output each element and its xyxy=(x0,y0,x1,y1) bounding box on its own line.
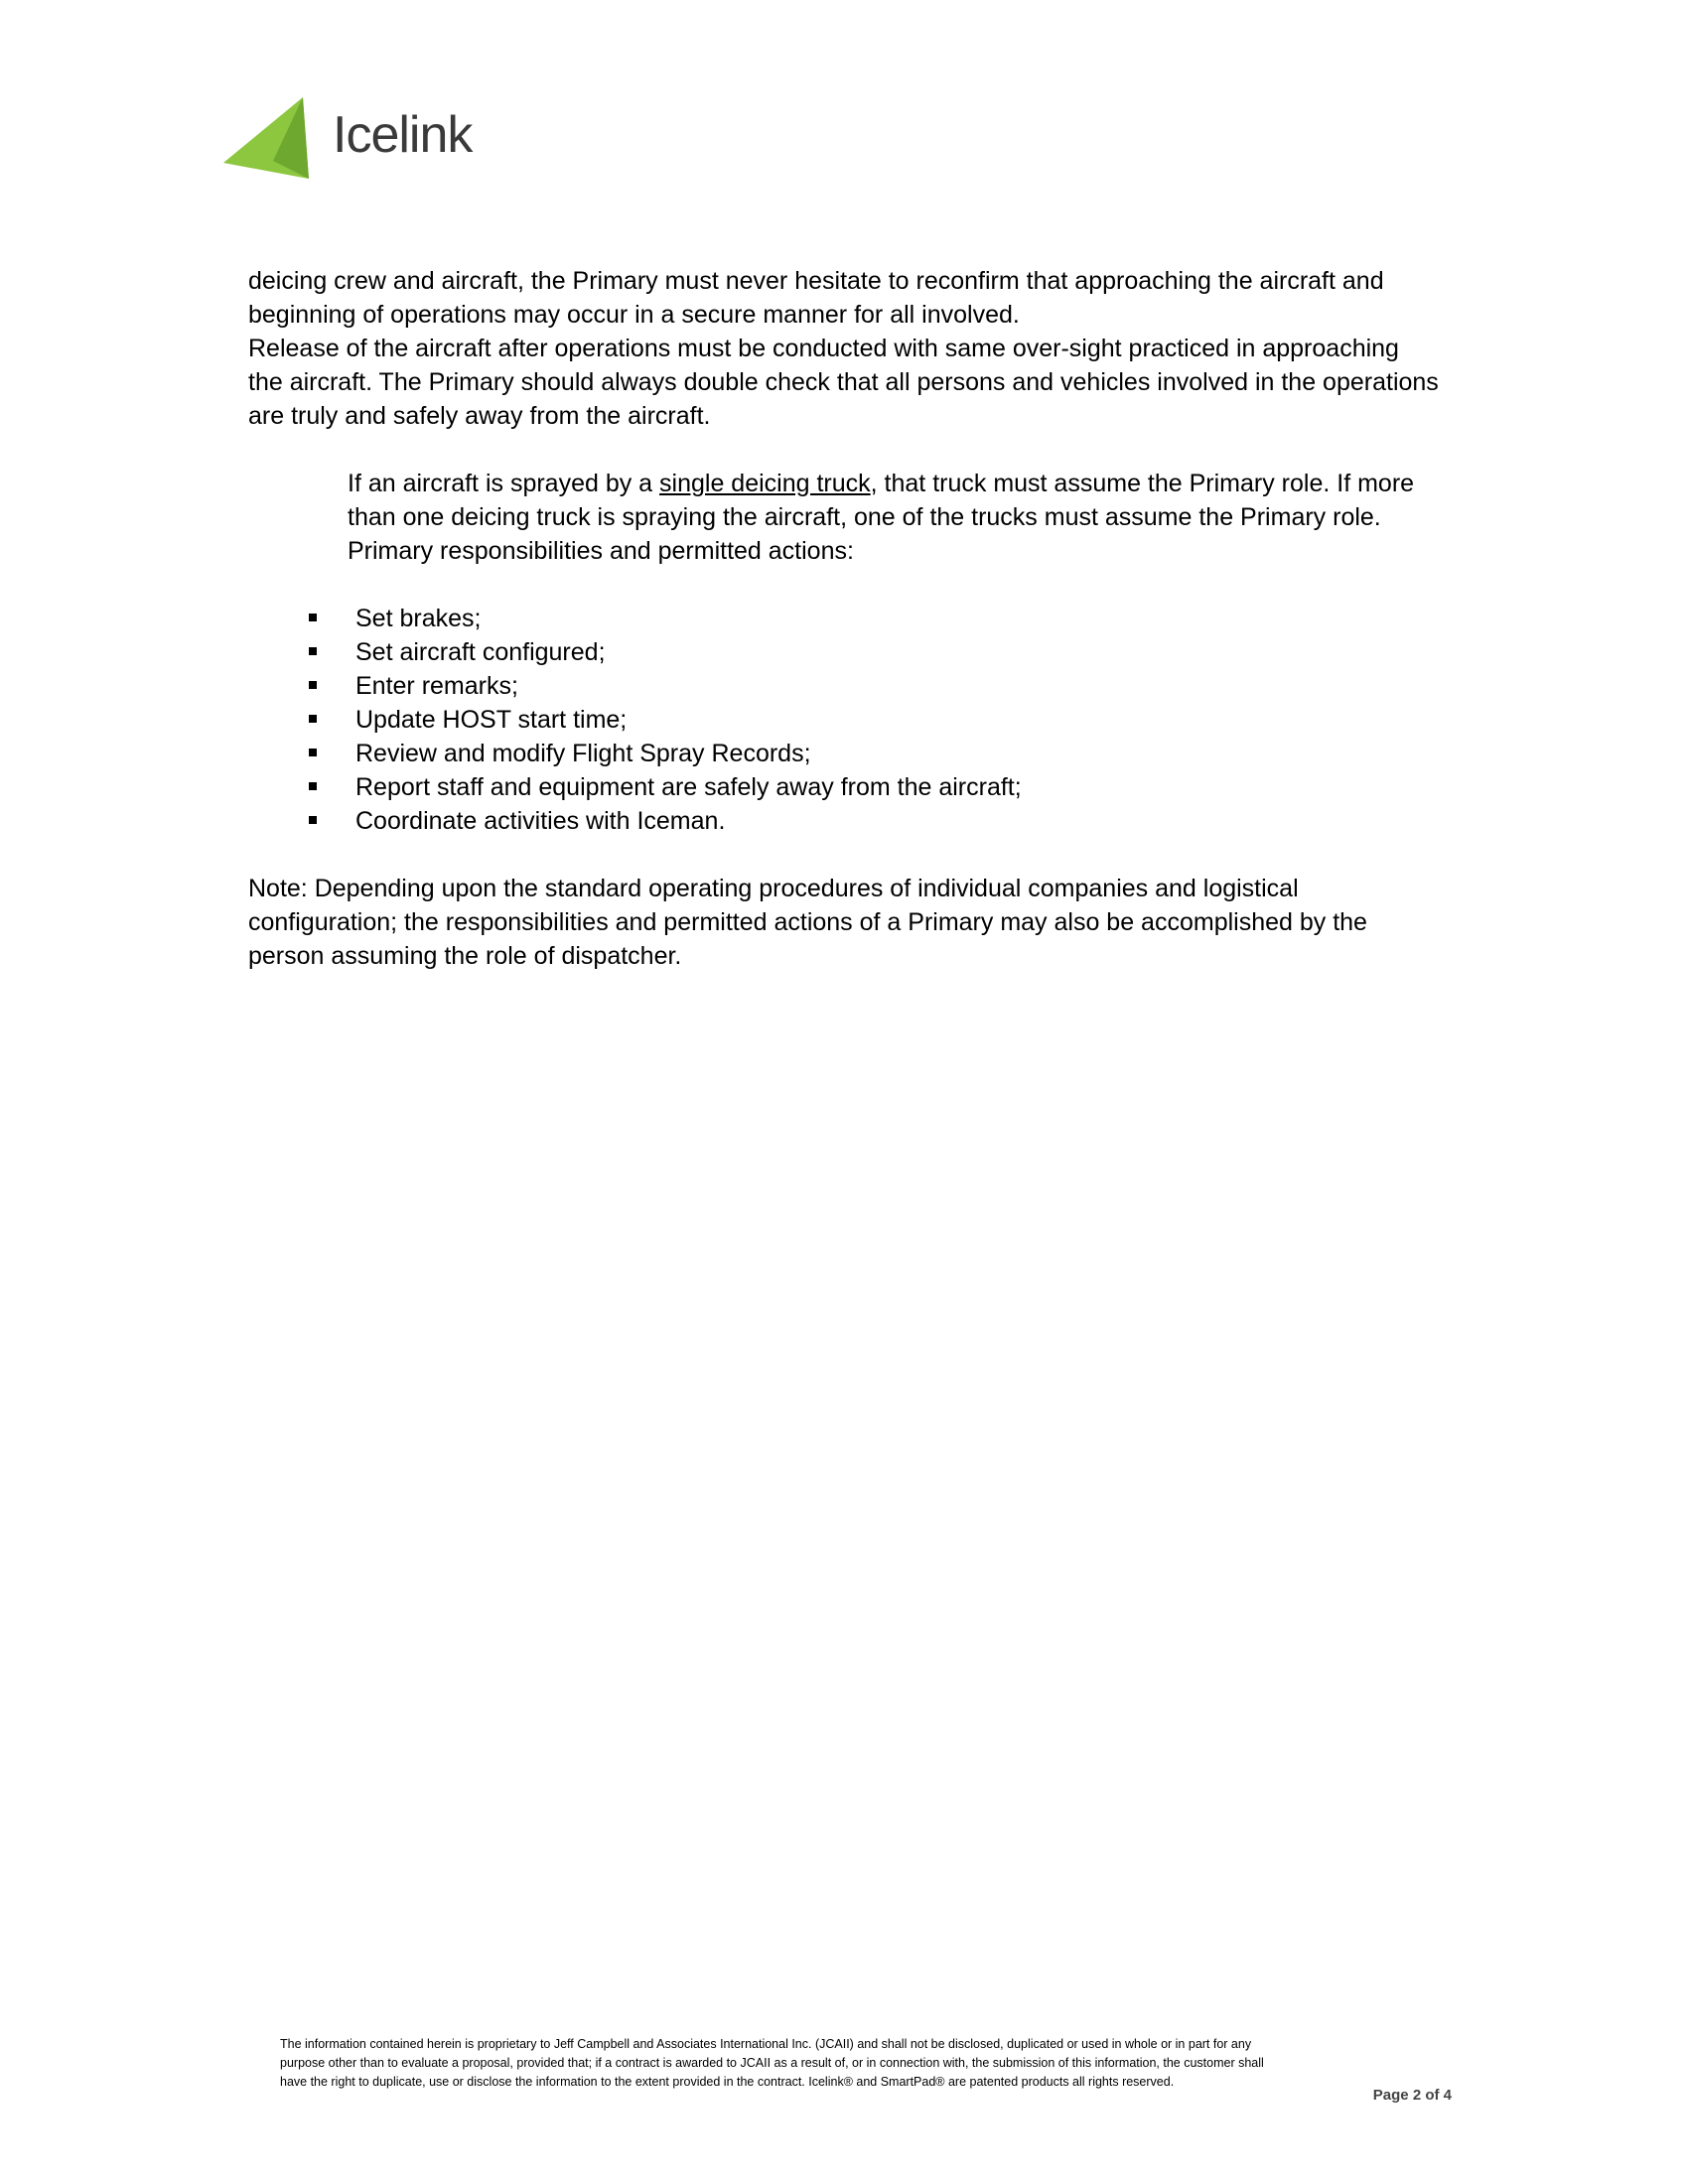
bullet-square-icon xyxy=(309,782,317,790)
responsibilities-list xyxy=(248,602,1440,838)
page-number: Page 2 of 4 xyxy=(1372,2087,1452,2104)
icelink-triangle-icon xyxy=(223,97,313,179)
paragraph-note: Note: Depending upon the standard operating procedures of individual companies and logistical configuration; the responsibilities and permitted actions of a Primary may also be accomplished by the person assuming the role of dispatcher. xyxy=(248,875,1367,970)
list-item: Report staff and equipment are safely away from the aircraft; xyxy=(248,770,1440,804)
single-truck-post: , that truck must assume the Primary role. If more than one deicing truck is spraying the aircraft, one of the trucks must assume the Primary role. xyxy=(348,470,1415,531)
footer-line: have the right to duplicate, use or disclose the information to the extent provided in the contract. Icelink® and SmartPad® are patented products all rights reserved. xyxy=(280,2075,1175,2089)
document-body xyxy=(248,264,1440,973)
logo xyxy=(223,97,482,183)
bullet-square-icon xyxy=(309,614,317,621)
paragraph-release: Release of the aircraft after operations must be conducted with same over-sight practiced in approaching the aircraft. The Primary should always double check that all persons and vehicles involved in the operations are truly and safely away from the aircraft. xyxy=(248,335,1439,430)
bullet-square-icon xyxy=(309,749,317,756)
footer-line: purpose other than to evaluate a proposal, provided that; if a contract is awarded to JCAII as a result of, or in connection with, the submission of this information, the customer shall xyxy=(280,2056,1264,2070)
bullet-square-icon xyxy=(309,816,317,824)
list-item: Review and modify Flight Spray Records; xyxy=(248,737,1440,770)
paragraph-single-truck xyxy=(348,467,1440,534)
paragraph-responsibilities: Primary responsibilities and permitted actions: xyxy=(348,537,854,565)
list-item: Set aircraft configured; xyxy=(248,635,1440,669)
paragraph-intro: deicing crew and aircraft, the Primary must never hesitate to reconfirm that approaching the aircraft and beginning of operations may occur in a secure manner for all involved. xyxy=(248,267,1384,329)
bullet-square-icon xyxy=(309,681,317,689)
list-item: Enter remarks; xyxy=(248,669,1440,703)
bullet-square-icon xyxy=(309,715,317,723)
bullet-square-icon xyxy=(309,647,317,655)
single-truck-underline: single deicing truck xyxy=(659,470,871,497)
list-item: Coordinate activities with Iceman. xyxy=(248,804,1440,838)
footer-disclaimer xyxy=(280,2035,1402,2092)
footer-line: The information contained herein is proprietary to Jeff Campbell and Associates International Inc. (JCAII) and shall not be disclosed, duplicated or used in whole or in part for any xyxy=(280,2037,1252,2051)
list-item: Set brakes; xyxy=(248,602,1440,635)
single-truck-pre: If an aircraft is sprayed by a xyxy=(348,470,660,497)
logo-text: Icelink xyxy=(333,106,473,164)
list-item: Update HOST start time; xyxy=(248,703,1440,737)
